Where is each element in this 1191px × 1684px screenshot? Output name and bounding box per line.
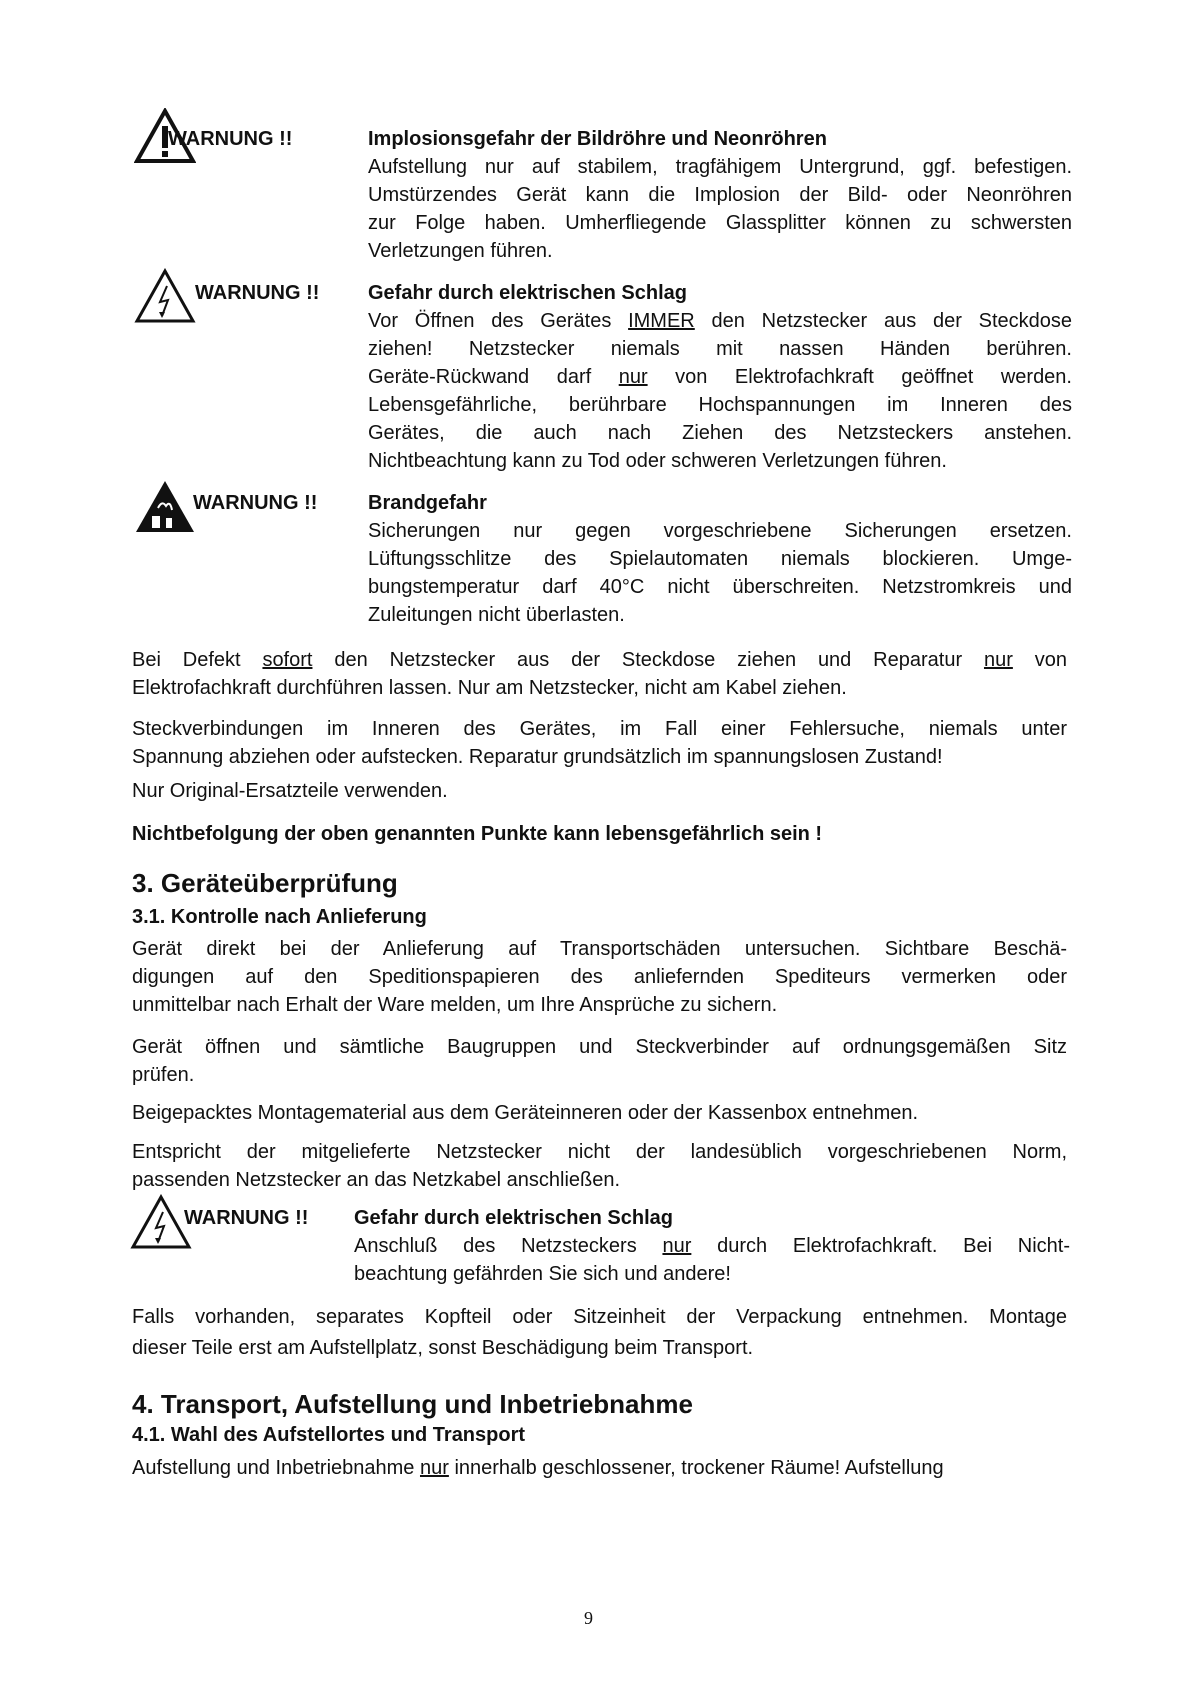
- text-line: [132, 1099, 1067, 1127]
- text-line: [132, 743, 1067, 771]
- text-segment: Anschluß des Netzsteckers: [354, 1235, 663, 1257]
- warning-label: WARNUNG !!: [168, 128, 293, 150]
- text-segment: digungen auf den Speditionspapieren des anliefernden Spediteurs vermerken oder: [132, 966, 1067, 988]
- text-segment: Beigepacktes Montagematerial aus dem Geräteinneren oder der Kassenbox entnehmen.: [132, 1102, 919, 1124]
- text-segment: passenden Netzstecker an das Netzkabel anschließen.: [132, 1169, 621, 1191]
- text-segment: ziehen! Netzstecker niemals mit nassen Händen berühren.: [368, 338, 1072, 360]
- text-segment: Lebensgefährliche, berührbare Hochspannungen im Inneren des: [368, 394, 1072, 416]
- text-line: [132, 1033, 1067, 1061]
- text-segment: Geräte-Rückwand darf: [368, 366, 619, 388]
- text-segment: den Netzstecker aus der Steckdose ziehen und Reparatur: [312, 649, 984, 671]
- paragraph-noncompliance: [132, 820, 1067, 848]
- text-line: [368, 181, 1072, 209]
- text-segment: innerhalb geschlossener, trockener Räume! Aufstellung: [448, 1457, 944, 1479]
- paragraph-plug: [132, 1138, 1067, 1194]
- text-line: [368, 573, 1072, 601]
- text-segment: Sicherungen nur gegen vorgeschriebene Sicherungen ersetzen.: [368, 520, 1072, 542]
- text-line: [368, 391, 1072, 419]
- underlined-text: nur: [662, 1235, 692, 1257]
- text-segment: Entspricht der mitgelieferte Netzstecker nicht der landesüblich vorgeschriebenen Norm,: [132, 1141, 1067, 1163]
- text-line: [132, 1061, 1067, 1089]
- warning-title: Brandgefahr: [368, 492, 487, 514]
- heading-section-4: 4. Transport, Aufstellung und Inbetriebnahme: [132, 1389, 693, 1419]
- text-segment: Elektrofachkraft durchführen lassen. Nur am Netzstecker, nicht am Kabel ziehen.: [132, 677, 847, 699]
- text-line: [132, 674, 1067, 702]
- text-line: [132, 1333, 1067, 1364]
- text-segment: beachtung gefährden Sie sich und andere!: [354, 1263, 731, 1285]
- text-segment: durch Elektrofachkraft. Bei Nicht-: [691, 1235, 1071, 1257]
- warning-label: WARNUNG !!: [195, 282, 320, 304]
- heading-section-3-1: 3.1. Kontrolle nach Anlieferung: [132, 906, 427, 928]
- text-line: [368, 363, 1072, 391]
- page-number: 9: [584, 1608, 593, 1628]
- text-segment: Aufstellung und Inbetriebnahme: [132, 1457, 420, 1479]
- text-line: [368, 545, 1072, 573]
- warning-body: [368, 279, 1072, 475]
- paragraph-inspection: [132, 935, 1067, 1019]
- warning-label: WARNUNG !!: [193, 492, 318, 514]
- text-line: [132, 1454, 1067, 1482]
- text-line: [368, 447, 1072, 475]
- underlined-text: nur: [983, 649, 1013, 671]
- warning-title: Gefahr durch elektrischen Schlag: [354, 1207, 673, 1229]
- paragraph-open-device: [132, 1033, 1067, 1089]
- text-line: [368, 307, 1072, 335]
- text-segment: den Netzstecker aus der Steckdose: [694, 310, 1073, 332]
- text-line: [132, 1302, 1067, 1333]
- text-line: [354, 1232, 1070, 1260]
- text-segment: Nichtbeachtung kann zu Tod oder schweren Verletzungen führen.: [368, 450, 947, 472]
- warning-body: [368, 489, 1072, 629]
- text-segment: Zuleitungen nicht überlasten.: [368, 604, 625, 626]
- text-segment: Falls vorhanden, separates Kopfteil oder Sitzeinheit der Verpackung entnehmen. Montage: [132, 1306, 1067, 1328]
- text-line: [368, 209, 1072, 237]
- text-line: [132, 991, 1067, 1019]
- warning-body: [368, 125, 1072, 265]
- text-segment: prüfen.: [132, 1064, 195, 1086]
- text-segment: unmittelbar nach Erhalt der Ware melden, um Ihre Ansprüche zu sichern.: [132, 994, 778, 1016]
- text-segment: von: [1012, 649, 1067, 671]
- text-segment: Lüftungsschlitze des Spielautomaten niemals blockieren. Umge-: [368, 548, 1072, 570]
- text-segment: bungstemperatur darf 40°C nicht überschreiten. Netzstromkreis und: [368, 576, 1072, 598]
- warning-title: Implosionsgefahr der Bildröhre und Neonröhren: [368, 128, 827, 150]
- warning-label: WARNUNG !!: [184, 1207, 309, 1229]
- underlined-text: IMMER: [628, 310, 695, 332]
- underlined-text: sofort: [262, 649, 313, 671]
- text-line: [132, 777, 1067, 805]
- paragraph-connectors: [132, 715, 1067, 771]
- text-segment: Umstürzendes Gerät kann die Implosion der Bild- oder Neonröhren: [368, 184, 1072, 206]
- text-line: [132, 715, 1067, 743]
- text-segment: Nur Original-Ersatzteile verwenden.: [132, 780, 448, 802]
- text-line: [132, 963, 1067, 991]
- text-line: [132, 646, 1067, 674]
- text-segment: Nichtbefolgung der oben genannten Punkte kann lebensgefährlich sein !: [132, 823, 823, 845]
- text-segment: von Elektrofachkraft geöffnet werden.: [647, 366, 1072, 388]
- text-line: [354, 1260, 1070, 1288]
- text-segment: Verletzungen führen.: [368, 240, 553, 262]
- text-segment: Aufstellung nur auf stabilem, tragfähigem Untergrund, ggf. befestigen.: [368, 156, 1072, 178]
- text-segment: Steckverbindungen im Inneren des Gerätes, im Fall einer Fehlersuche, niemals unter: [132, 718, 1067, 740]
- text-segment: Gerät öffnen und sämtliche Baugruppen und Steckverbinder auf ordnungsgemäßen Sitz: [132, 1036, 1067, 1058]
- paragraph-mounting-material: [132, 1099, 1067, 1127]
- text-segment: Bei Defekt: [132, 649, 263, 671]
- heading-section-3: 3. Geräteüberprüfung: [132, 868, 398, 898]
- text-line: [132, 1166, 1067, 1194]
- heading-section-4-1: 4.1. Wahl des Aufstellortes und Transport: [132, 1424, 526, 1446]
- text-line: [368, 153, 1072, 181]
- fire-warning-icon: [134, 478, 196, 534]
- text-line: [368, 335, 1072, 363]
- paragraph-headpiece: [132, 1302, 1067, 1364]
- text-segment: zur Folge haben. Umherfliegende Glassplitter können zu schwersten: [368, 212, 1072, 234]
- text-segment: Spannung abziehen oder aufstecken. Reparatur grundsätzlich im spannungslosen Zustand!: [132, 746, 943, 768]
- paragraph-original-parts: [132, 777, 1067, 805]
- text-segment: dieser Teile erst am Aufstellplatz, sonst Beschädigung beim Transport.: [132, 1337, 754, 1359]
- text-line: [132, 935, 1067, 963]
- text-line: [368, 601, 1072, 629]
- text-line: [368, 419, 1072, 447]
- warning-body: [354, 1204, 1070, 1288]
- underlined-text: nur: [419, 1457, 449, 1479]
- text-line: [132, 1138, 1067, 1166]
- text-line: [368, 237, 1072, 265]
- text-line: [132, 820, 1067, 848]
- text-line: [368, 517, 1072, 545]
- warning-title: Gefahr durch elektrischen Schlag: [368, 282, 687, 304]
- text-segment: Gerät direkt bei der Anlieferung auf Transportschäden untersuchen. Sichtbare Beschä-: [132, 938, 1067, 960]
- electric-shock-warning-icon: [130, 1194, 192, 1250]
- electric-shock-warning-icon: [134, 268, 196, 324]
- text-segment: Gerätes, die auch nach Ziehen des Netzsteckers anstehen.: [368, 422, 1072, 444]
- text-segment: Vor Öffnen des Gerätes: [368, 310, 629, 332]
- paragraph-location: [132, 1454, 1067, 1482]
- underlined-text: nur: [618, 366, 648, 388]
- paragraph-defect: [132, 646, 1067, 702]
